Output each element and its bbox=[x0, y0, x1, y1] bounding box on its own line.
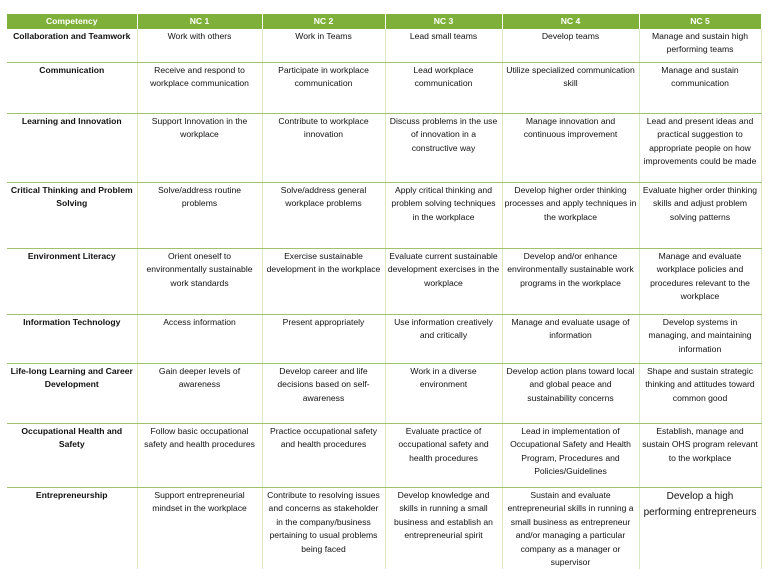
nc5-cell: Manage and sustain high performing teams bbox=[639, 29, 761, 63]
nc4-cell: Manage and evaluate usage of information bbox=[502, 315, 639, 364]
nc2-cell: Contribute to resolving issues and concerns as stakeholder in the company/business pertaining to usual problems being faced bbox=[262, 488, 385, 570]
competency-cell: Entrepreneurship bbox=[7, 488, 137, 570]
nc2-cell: Present appropriately bbox=[262, 315, 385, 364]
nc1-cell: Gain deeper levels of awareness bbox=[137, 364, 262, 424]
competency-cell: Learning and Innovation bbox=[7, 114, 137, 183]
nc1-cell: Work with others bbox=[137, 29, 262, 63]
table-body bbox=[7, 29, 761, 569]
nc4-cell: Develop teams bbox=[502, 29, 639, 63]
table-header bbox=[7, 14, 761, 29]
nc5-cell: Manage and evaluate workplace policies and procedures relevant to the workplace bbox=[639, 249, 761, 315]
nc2-cell: Contribute to workplace innovation bbox=[262, 114, 385, 183]
nc1-cell: Support Innovation in the workplace bbox=[137, 114, 262, 183]
nc4-cell: Utilize specialized communication skill bbox=[502, 63, 639, 114]
competency-cell: Communication bbox=[7, 63, 137, 114]
nc4-cell: Sustain and evaluate entrepreneurial skills in running a small business as entrepreneur and/or managing a particular company as a manager or supervisor bbox=[502, 488, 639, 570]
header-row bbox=[7, 14, 761, 29]
table-row bbox=[7, 424, 761, 488]
nc5-cell: Develop systems in managing, and maintaining information bbox=[639, 315, 761, 364]
table-row bbox=[7, 249, 761, 315]
table-row bbox=[7, 364, 761, 424]
nc1-cell: Orient oneself to environmentally sustainable work standards bbox=[137, 249, 262, 315]
table-row bbox=[7, 29, 761, 63]
nc2-cell: Exercise sustainable development in the workplace bbox=[262, 249, 385, 315]
nc3-cell: Discuss problems in the use of innovation in a constructive way bbox=[385, 114, 502, 183]
competency-cell: Collaboration and Teamwork bbox=[7, 29, 137, 63]
nc3-cell: Lead workplace communication bbox=[385, 63, 502, 114]
competency-cell: Occupational Health and Safety bbox=[7, 424, 137, 488]
nc3-cell: Develop knowledge and skills in running a small business and establish an entrepreneurial spirit bbox=[385, 488, 502, 570]
table-row bbox=[7, 488, 761, 570]
nc3-cell: Evaluate practice of occupational safety and health procedures bbox=[385, 424, 502, 488]
nc3-cell: Apply critical thinking and problem solving techniques in the workplace bbox=[385, 183, 502, 249]
nc1-cell: Follow basic occupational safety and health procedures bbox=[137, 424, 262, 488]
nc1-cell: Solve/address routine problems bbox=[137, 183, 262, 249]
nc2-cell: Work in Teams bbox=[262, 29, 385, 63]
header-nc1: NC 1 bbox=[137, 14, 262, 29]
nc5-cell: Develop a high performing entrepreneurs bbox=[639, 488, 761, 570]
competency-cell: Information Technology bbox=[7, 315, 137, 364]
nc2-cell: Participate in workplace communication bbox=[262, 63, 385, 114]
header-nc2: NC 2 bbox=[262, 14, 385, 29]
header-nc4: NC 4 bbox=[502, 14, 639, 29]
nc5-cell: Establish, manage and sustain OHS program relevant to the workplace bbox=[639, 424, 761, 488]
nc3-cell: Lead small teams bbox=[385, 29, 502, 63]
nc1-cell: Access information bbox=[137, 315, 262, 364]
header-nc3: NC 3 bbox=[385, 14, 502, 29]
competency-cell: Life-long Learning and Career Development bbox=[7, 364, 137, 424]
nc5-cell: Shape and sustain strategic thinking and attitudes toward common good bbox=[639, 364, 761, 424]
nc2-cell: Develop career and life decisions based on self-awareness bbox=[262, 364, 385, 424]
table-row bbox=[7, 114, 761, 183]
nc2-cell: Practice occupational safety and health procedures bbox=[262, 424, 385, 488]
nc1-cell: Receive and respond to workplace communication bbox=[137, 63, 262, 114]
nc3-cell: Use information creatively and critically bbox=[385, 315, 502, 364]
table-row bbox=[7, 63, 761, 114]
competency-cell: Critical Thinking and Problem Solving bbox=[7, 183, 137, 249]
nc5-cell: Manage and sustain communication bbox=[639, 63, 761, 114]
nc2-cell: Solve/address general workplace problems bbox=[262, 183, 385, 249]
table-row bbox=[7, 183, 761, 249]
nc4-cell: Lead in implementation of Occupational Safety and Health Program, Procedures and Policies/Guidelines bbox=[502, 424, 639, 488]
header-nc5: NC 5 bbox=[639, 14, 761, 29]
nc4-cell: Develop higher order thinking processes and apply techniques in the workplace bbox=[502, 183, 639, 249]
nc1-cell: Support entrepreneurial mindset in the workplace bbox=[137, 488, 262, 570]
nc5-cell: Evaluate higher order thinking skills and adjust problem solving patterns bbox=[639, 183, 761, 249]
nc4-cell: Develop action plans toward local and global peace and sustainability concerns bbox=[502, 364, 639, 424]
competency-table bbox=[7, 14, 762, 569]
nc4-cell: Develop and/or enhance environmentally sustainable work programs in the workplace bbox=[502, 249, 639, 315]
nc3-cell: Evaluate current sustainable development exercises in the workplace bbox=[385, 249, 502, 315]
nc3-cell: Work in a diverse environment bbox=[385, 364, 502, 424]
competency-cell: Environment Literacy bbox=[7, 249, 137, 315]
nc5-cell: Lead and present ideas and practical suggestion to appropriate people on how improvements could be made bbox=[639, 114, 761, 183]
table-row bbox=[7, 315, 761, 364]
header-competency: Competency bbox=[7, 14, 137, 29]
nc4-cell: Manage innovation and continuous improvement bbox=[502, 114, 639, 183]
